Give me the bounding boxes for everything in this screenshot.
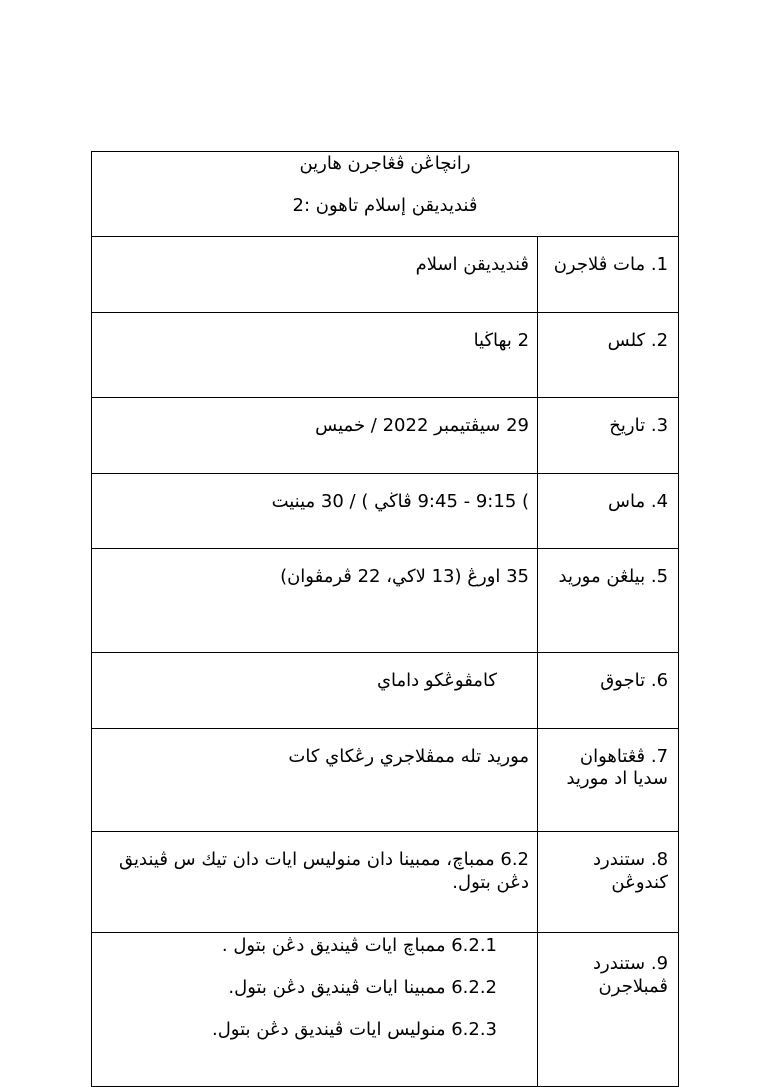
row-label: 3. تاريخ xyxy=(538,398,679,474)
table-row xyxy=(92,653,679,729)
objective-item: 6.2.1 ممباچ ايات ڤينديق دڠن بتول . xyxy=(221,935,498,956)
row-label: 5. بيلڠن موريد xyxy=(538,549,679,653)
row-value: 35 اورڠ (13 لاكي، 22 ڤرمڤوان) xyxy=(92,549,538,653)
row-label: 1. مات ڤلاجرن xyxy=(538,237,679,313)
row-value: ) 9:15 - 9:45 ڤاڬي ) / 30 مينيت xyxy=(92,474,538,549)
row-value: 29 سيڤتيمبر 2022 / خميس xyxy=(92,398,538,474)
table-row xyxy=(92,549,679,653)
objective-item: 6.2.3 منوليس ايات ڤينديق دڠن بتول. xyxy=(211,1019,498,1040)
subject-title: ڤنديديقن إسلام تاهون :2 xyxy=(292,195,478,216)
row-value: 2 بهاڬيا xyxy=(92,313,538,398)
table-row xyxy=(92,474,679,549)
header-row xyxy=(92,152,679,237)
row-label: 8. ستندرد كندوڠن xyxy=(538,832,679,933)
row-label: 2. كلس xyxy=(538,313,679,398)
table-row xyxy=(92,313,679,398)
table-row xyxy=(92,933,679,1087)
table-row xyxy=(92,832,679,933)
table-row xyxy=(92,729,679,832)
objectives-cell xyxy=(92,933,538,1087)
row-value: ڤنديديقن اسلام xyxy=(92,237,538,313)
row-value: موريد تله ممڤلاجري رڠكاي كات xyxy=(92,729,538,832)
row-label: 4. ماس xyxy=(538,474,679,549)
table-row xyxy=(92,398,679,474)
row-value: 6.2 ممباچ، ممبينا دان منوليس ايات دان تيك س ڤينديق دڠن بتول. xyxy=(92,832,538,933)
objective-item: 6.2.2 ممبينا ايات ڤينديق دڠن بتول. xyxy=(228,977,498,998)
row-label: 7. ڤڠتاهوان سديا اد موريد xyxy=(538,729,679,832)
row-value: كامڤوڠكو داماي xyxy=(92,653,538,729)
header-cell xyxy=(92,152,679,237)
row-label: 6. تاجوق xyxy=(538,653,679,729)
lesson-plan-table xyxy=(91,151,679,1087)
table-row xyxy=(92,237,679,313)
row-label: 9. ستندرد ڤمبلاجرن xyxy=(538,933,679,1087)
document-title: رانچاڠن ڤڠاجرن هارين xyxy=(299,153,471,174)
